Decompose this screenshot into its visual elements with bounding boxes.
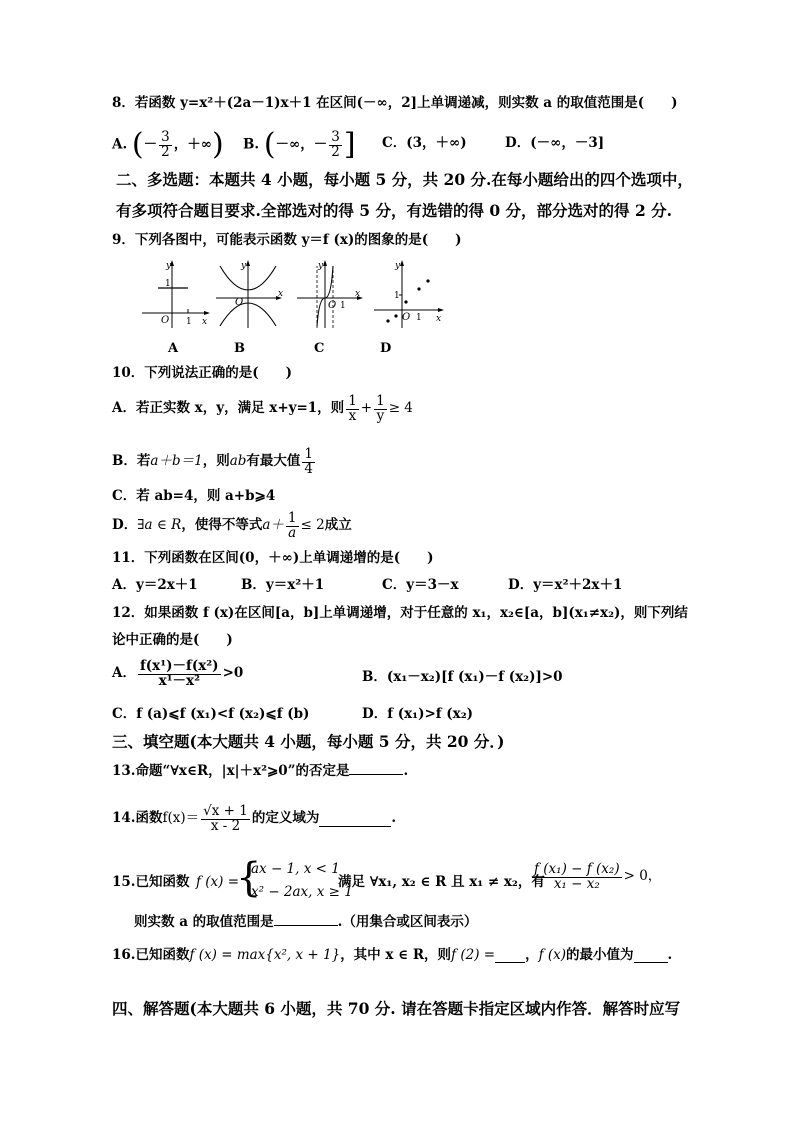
q12-a-den: x¹－x² [138, 674, 221, 689]
q10-a-n1: 1 [348, 393, 357, 409]
q8-b-pre: －∞，－ [275, 136, 328, 153]
q12-a-label: A． [112, 665, 136, 682]
q9-c-one: 1 [340, 301, 346, 311]
q9-label-b: B [234, 341, 245, 356]
section3-title: 三、填空题(本大题共 4 小题，每小题 5 分，共 20 分．) [112, 732, 505, 751]
q10-d-mid: ，使得不等式 [181, 517, 263, 534]
q15-post: > 0， [623, 868, 662, 885]
q11-option-d: D．y＝x²＋2x＋1 [508, 577, 623, 593]
q10-b-den: 4 [304, 460, 313, 477]
q10-option-a [112, 395, 413, 423]
q8-option-a-label: A. [112, 136, 128, 153]
q9-a-y-label: y [166, 261, 172, 271]
q10-a-frac2 [374, 395, 387, 423]
q12-a-post: >0 [222, 665, 244, 682]
q9-label-c: C [314, 341, 325, 356]
q11-stem: 11．下列函数在区间(0，＋∞)上单调递增的是( ) [112, 550, 434, 566]
q9-d-one-y: 1 [394, 291, 400, 301]
q15-den: x₁ − x₂ [532, 877, 622, 892]
q11-option-b: B．y＝x²＋1 [241, 577, 325, 593]
q15-brace: { [236, 855, 262, 901]
q12-a-num: f(x¹)－f(x²) [139, 658, 219, 674]
q15-line2 [134, 916, 477, 930]
q15-condition [338, 876, 545, 890]
q10-stem: 10．下列说法正确的是( ) [112, 365, 293, 381]
q12-stem-line1: 12．如果函数 f (x)在区间[a，b]上单调递增，对于任意的 x₁，x₂∈[a，b](x₁≠x₂)，则下列结 [112, 605, 688, 621]
q9-a-one-x: 1 [186, 317, 192, 327]
q10-option-b [112, 448, 317, 476]
q14-pre: 14.函数 [112, 810, 163, 827]
q16-expr: f (x) = max{x², x + 1} [189, 946, 341, 963]
q8-option-b: B. (－∞，－ $\frac{3}{2}$ ] [243, 127, 356, 162]
q10-d-pre: D． [112, 517, 138, 534]
q15-case2: x² − 2ax, x ≥ 1 [251, 884, 353, 900]
q9-d-y-label: y [395, 261, 401, 271]
section2-line1: 二、多选题：本题共 4 小题，每小题 5 分，共 20 分.在每小题给出的四个选项中， [116, 170, 693, 189]
q12-option-b: B．(x₁－x₂)[f (x₁)－f (x₂)]>0 [362, 669, 563, 685]
q8-option-b-label: B. [243, 136, 260, 153]
q10-d-den: a [286, 526, 299, 541]
q14-den: x - 2 [201, 819, 250, 834]
q9-c-y-label: y [318, 261, 324, 271]
q14-fx: f(x)＝ [162, 810, 200, 827]
q16-f2: f (2) = [451, 946, 496, 963]
q9-graph-a [140, 258, 212, 332]
q10-d-expr: ∃a ∈ R [137, 517, 182, 534]
q10-b-expr: a＋b＝1 [150, 453, 203, 470]
q12-a-frac [138, 660, 221, 688]
q10-d-end: 成立 [324, 517, 352, 534]
q9-b-origin: O [235, 297, 244, 308]
q9-c-x-label: x [355, 289, 361, 299]
q16-post: 的最小值为 [566, 946, 634, 963]
q9-graph-b [214, 258, 286, 332]
q10-a-text: A．若正实数 x，y，满足 x+y=1，则 [112, 400, 345, 417]
q9-b-x-label: x [278, 289, 284, 299]
q10-option-c: C．若 ab=4，则 a+b⩾4 [112, 488, 276, 504]
q14-num: √x + 1 [203, 803, 248, 819]
q8-a-den: 2 [161, 143, 170, 160]
q16-pre: 16.已知函数 [112, 946, 190, 963]
q15-line2-text: 则实数 a 的取值范围是 [134, 914, 274, 930]
q11-option-c: C．y＝3－x [382, 577, 459, 593]
q8-a-post: ，＋∞ [173, 136, 212, 153]
q10-b-num: 1 [304, 446, 313, 462]
q12-option-d: D．f (x₁)>f (x₂) [362, 706, 474, 722]
q8-option-d: D．(－∞，－3] [505, 135, 605, 151]
q10-option-d [112, 512, 352, 540]
q9-a-origin: O [161, 315, 170, 326]
section4-title: 四、解答题(本大题共 6 小题，共 70 分. 请在答题卡指定区域内作答．解答时应写 [112, 999, 681, 1018]
q11-option-a: A．y＝2x＋1 [112, 577, 198, 593]
q14-end: . [391, 810, 397, 827]
q10-a-frac1 [346, 395, 359, 423]
q10-a-d1: x [346, 409, 359, 424]
q12-option-c: C．f (a)⩽f (x₁)<f (x₂)⩽f (b) [112, 706, 310, 722]
q8-option-a: A. (－ $\frac{3}{2}$ ，＋∞) [112, 127, 224, 162]
q16-f2-blank[interactable] [495, 948, 525, 963]
q9-c-origin: O [328, 300, 337, 311]
q13-stem: 13.命题“∀x∈R，|x|＋x²⩾0”的否定是 [112, 763, 350, 779]
q16-mid2: ， [525, 946, 539, 963]
q10-d-post: ≤ 2 [300, 517, 325, 534]
q8-a-num: 3 [161, 129, 170, 145]
q15-fx: f (x) = [196, 874, 240, 890]
q8-b-num: 3 [331, 129, 340, 145]
q15-case1: ax − 1, x < 1 [251, 861, 340, 877]
q10-b-pre: B．若 [112, 453, 151, 470]
q16 [112, 948, 672, 963]
q10-d-a: a＋ [262, 517, 284, 534]
q10-d-frac [286, 512, 299, 540]
q10-b-ab: ab [229, 453, 247, 470]
q9-label-d: D [380, 341, 392, 356]
q10-b-mid2: 有最大值 [246, 453, 301, 470]
q13 [112, 765, 408, 779]
q12-option-a [112, 660, 243, 688]
q14-post: 的定义域为 [251, 810, 320, 827]
q9-d-x-label: x [436, 314, 442, 324]
q15-num: f (x₁) − f (x₂) [534, 861, 620, 877]
q9-graph-d [372, 258, 448, 332]
q9-d-one-x: 1 [416, 313, 422, 323]
section2-line2: 有多项符合题目要求.全部选对的得 5 分，有选错的得 0 分，部分选对的得 2 分. [116, 201, 673, 220]
q10-a-d2: y [374, 409, 387, 424]
q16-end: . [667, 946, 673, 963]
q15-mid: 满足 ∀x₁, x₂ ∈ R 且 x₁ ≠ x₂，有 [338, 874, 545, 890]
q10-a-n2: 1 [376, 393, 385, 409]
q10-a-post: ≥ 4 [388, 400, 413, 417]
q9-a-one-y: 1 [165, 279, 171, 289]
q14 [112, 805, 396, 833]
q8-option-c: C．(3，＋∞) [382, 135, 467, 151]
q16-fmin: f (x) [538, 946, 567, 963]
q8-b-den: 2 [331, 143, 340, 160]
q8-b-fraction [329, 131, 342, 159]
q13-answer-blank[interactable] [349, 774, 403, 775]
q8-a-fraction [159, 131, 172, 159]
q14-frac [201, 805, 250, 833]
q16-min-blank[interactable] [634, 948, 668, 963]
q13-end: . [403, 763, 409, 779]
q9-a-x-label: x [202, 317, 208, 327]
q8-a-minus: － [143, 136, 158, 153]
q12-stem-line2: 论中正确的是( ) [112, 632, 233, 648]
q10-b-frac [302, 448, 315, 476]
q8-stem: 8．若函数 y=x²＋(2a－1)x＋1 在区间(－∞，2]上单调递减，则实数 a 的取值范围是( ) [112, 95, 678, 111]
q15-fraction-block [530, 863, 661, 891]
q10-b-mid: ，则 [202, 453, 230, 470]
q10-a-plus: + [360, 400, 373, 417]
q15-answer-blank[interactable] [274, 925, 338, 926]
q9-graph-c [295, 258, 367, 332]
q14-answer-blank[interactable] [319, 812, 391, 827]
q15-pre: 15.已知函数 [112, 874, 190, 890]
q10-d-num: 1 [287, 510, 297, 526]
q16-mid: ，其中 x ∈ R，则 [340, 946, 452, 963]
q9-d-origin: O [402, 312, 411, 323]
q9-b-y-label: y [241, 261, 247, 271]
q9-stem: 9．下列各图中，可能表示函数 y＝f (x)的图象的是( ) [112, 232, 462, 248]
q9-label-a: A [168, 341, 179, 356]
q15-frac [532, 863, 622, 891]
q15-line2-end: .（用集合或区间表示） [337, 914, 478, 930]
